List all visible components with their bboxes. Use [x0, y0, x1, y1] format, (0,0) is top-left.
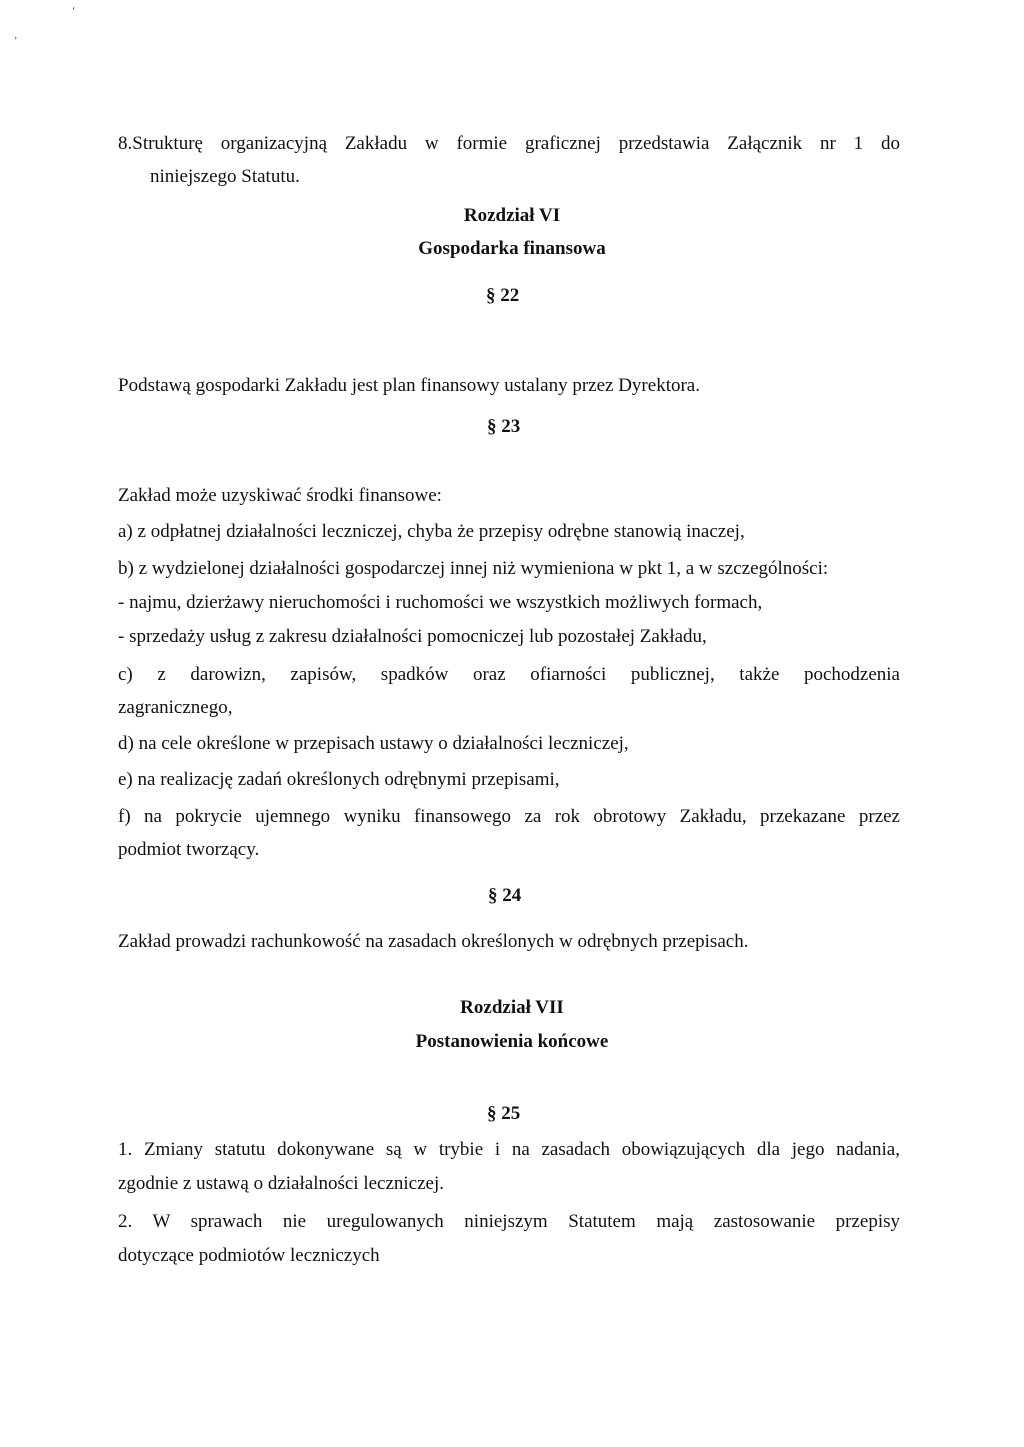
scan-mark-left: ‚ — [14, 30, 18, 41]
paragraph-23-heading: § 23 — [487, 416, 521, 437]
chapter-7-title: Rozdział VII — [460, 997, 564, 1018]
paragraph-24-heading: § 24 — [488, 885, 522, 906]
chapter-6-subtitle: Gospodarka finansowa — [418, 238, 606, 259]
paragraph-25-item-1-line-2: zgodnie z ustawą o działalności leczniczej. — [118, 1173, 445, 1194]
scan-mark-top: ‘ — [72, 6, 76, 17]
paragraph-25-item-2-line-1: 2. W sprawach nie uregulowanych niniejszym Statutem mają zastosowanie przepisy — [118, 1211, 900, 1232]
paragraph-23-item-b-dash-1: - najmu, dzierżawy nieruchomości i ruchomości we wszystkich możliwych formach, — [118, 592, 763, 613]
chapter-6-title: Rozdział VI — [463, 205, 561, 226]
paragraph-23-item-b: b) z wydzielonej działalności gospodarczej innej niż wymieniona w pkt 1, a w szczególności: — [118, 558, 829, 579]
item-8-line-1: 8.Strukturę organizacyjną Zakładu w formie graficznej przedstawia Załącznik nr 1 do — [118, 133, 900, 154]
paragraph-25-heading: § 25 — [487, 1103, 521, 1124]
paragraph-23-item-f-line-2: podmiot tworzący. — [118, 839, 260, 860]
paragraph-23-item-c-line-2: zagranicznego, — [118, 697, 233, 718]
paragraph-23-item-a: a) z odpłatnej działalności leczniczej, chyba że przepisy odrębne stanowią inaczej, — [118, 521, 745, 542]
paragraph-23-item-e: e) na realizację zadań określonych odrębnymi przepisami, — [118, 769, 560, 790]
paragraph-23-item-c-line-1: c) z darowizn, zapisów, spadków oraz ofiarności publicznej, także pochodzenia — [118, 664, 900, 685]
chapter-7-subtitle: Postanowienia końcowe — [415, 1031, 609, 1052]
paragraph-22-text: Podstawą gospodarki Zakładu jest plan finansowy ustalany przez Dyrektora. — [118, 375, 700, 396]
paragraph-25-item-1-line-1: 1. Zmiany statutu dokonywane są w trybie i na zasadach obowiązujących dla jego nadania, — [118, 1139, 900, 1160]
paragraph-24-text: Zakład prowadzi rachunkowość na zasadach określonych w odrębnych przepisach. — [118, 931, 749, 952]
item-8-line-2: niniejszego Statutu. — [150, 166, 300, 187]
paragraph-23-item-d: d) na cele określone w przepisach ustawy o działalności leczniczej, — [118, 733, 629, 754]
paragraph-23-intro: Zakład może uzyskiwać środki finansowe: — [118, 485, 442, 506]
paragraph-22-heading: § 22 — [486, 285, 520, 306]
paragraph-23-item-b-dash-2: - sprzedaży usług z zakresu działalności pomocniczej lub pozostałej Zakładu, — [118, 626, 707, 647]
paragraph-23-item-f-line-1: f) na pokrycie ujemnego wyniku finansowego za rok obrotowy Zakładu, przekazane przez — [118, 806, 900, 827]
paragraph-25-item-2-line-2: dotyczące podmiotów leczniczych — [118, 1245, 380, 1266]
